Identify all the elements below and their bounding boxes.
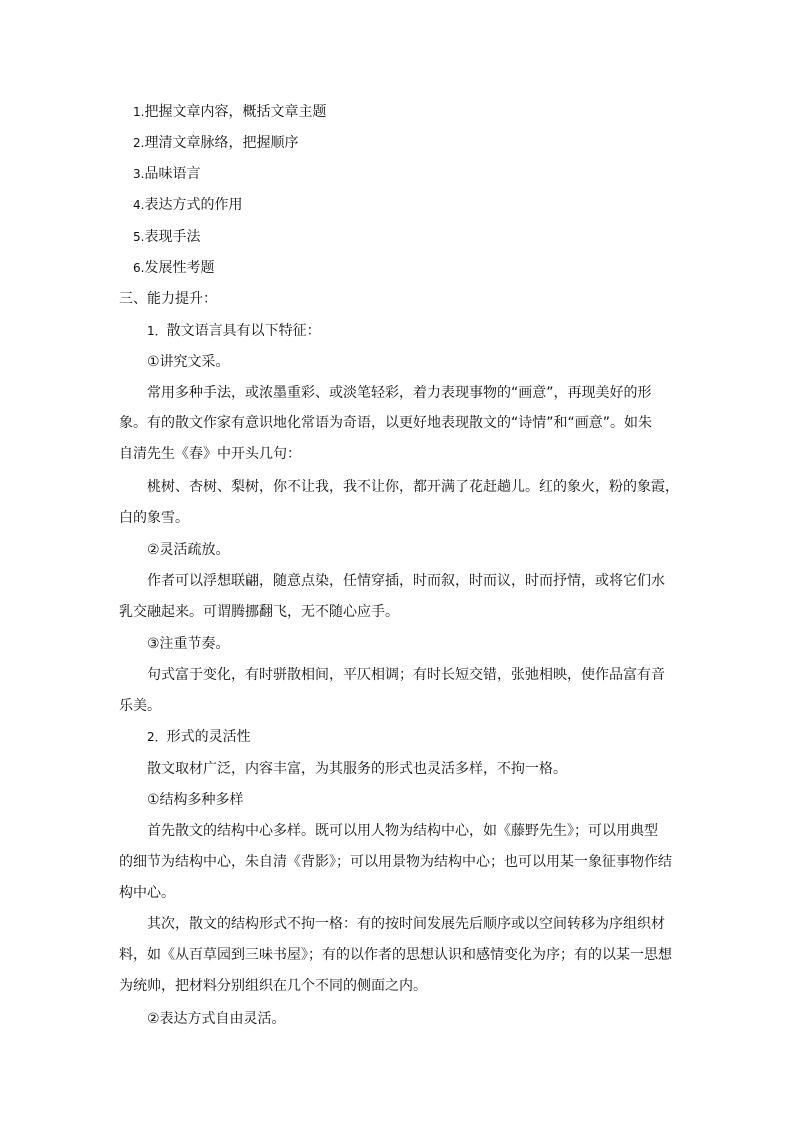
subpoint-title: ①结构多种多样	[147, 792, 244, 808]
paragraph-line: 乐美。	[119, 698, 161, 714]
subpoint-title: ②灵活疏放。	[147, 542, 230, 558]
subpoint-title: ②表达方式自由灵活。	[147, 1011, 286, 1027]
point-heading	[147, 321, 794, 341]
list-text: 表现手法	[144, 229, 201, 245]
paragraph-line: 自清先生《春》中开头几句：	[119, 446, 301, 462]
point-title: 散文语言具有以下特征：	[166, 323, 321, 339]
paragraph-line: 其次，散文的结构形式不拘一格：有的按时间发展先后顺序或以空间转移为序组织材	[147, 916, 665, 932]
paragraph-line: 句式富于变化，有时骈散相间，平仄相调；有时长短交错，张弛相映，使作品富有音	[147, 667, 665, 683]
subpoint-title: ③注重节奏。	[147, 636, 230, 652]
point-heading	[147, 727, 794, 747]
list-number: 2.	[133, 136, 145, 150]
list-number: 1.	[133, 105, 145, 119]
quote-line: 桃树、杏树、梨树，你不让我，我不让你，都开满了花赶趟儿。红的象火，粉的象霞，	[147, 479, 679, 495]
list-item	[133, 195, 794, 215]
point-number: 1．	[147, 324, 167, 338]
list-number: 3.	[133, 167, 145, 181]
paragraph-line: 象。有的散文作家有意识地化常语为奇语，以更好地表现散文的“诗情”和“画意”。如朱	[119, 415, 653, 431]
paragraph-line: 为统帅，把材料分别组织在几个不同的侧面之内。	[119, 978, 427, 994]
paragraph-line: 散文取材广泛，内容丰富，为其服务的形式也灵活多样，不拘一格。	[147, 761, 567, 777]
list-item	[133, 102, 794, 122]
point-number: 2．	[147, 730, 167, 744]
list-text: 把握文章内容，概括文章主题	[144, 104, 327, 120]
paragraph-line: 作者可以浮想联翩，随意点染，任情穿插，时而叙，时而议，时而抒情，或将它们水	[147, 573, 665, 589]
list-text: 理清文章脉络，把握顺序	[144, 135, 299, 151]
paragraph-line: 乳交融起来。可谓腾挪翻飞，无不随心应手。	[119, 604, 399, 620]
list-number: 6.	[133, 261, 145, 275]
paragraph-line: 常用多种手法，或浓墨重彩、或淡笔轻彩，着力表现事物的“画意”，再现美好的形	[147, 385, 652, 401]
list-item	[133, 227, 794, 247]
list-item	[133, 133, 794, 153]
list-text: 表达方式的作用	[144, 197, 243, 213]
section-heading: 三、能力提升：	[119, 291, 217, 307]
list-item	[133, 164, 794, 184]
list-number: 5.	[133, 230, 145, 244]
subpoint-title: ①讲究文采。	[147, 354, 230, 370]
list-text: 品味语言	[144, 166, 201, 182]
paragraph-line: 的细节为结构中心，朱自清《背影》；可以用景物为结构中心；也可以用某一象征事物作结	[119, 854, 672, 870]
paragraph-line: 构中心。	[119, 885, 175, 901]
quote-line: 白的象雪。	[119, 510, 189, 526]
paragraph-line: 首先散文的结构中心多样。既可以用人物为结构中心，如《藤野先生》；可以用典型	[147, 823, 658, 839]
list-number: 4.	[133, 198, 145, 212]
list-item	[133, 258, 794, 278]
point-title: 形式的灵活性	[166, 729, 251, 745]
list-text: 发展性考题	[144, 260, 215, 276]
paragraph-line: 料，如《从百草园到三味书屋》；有的以作者的思想认识和感情变化为序；有的以某一思想	[119, 947, 672, 963]
